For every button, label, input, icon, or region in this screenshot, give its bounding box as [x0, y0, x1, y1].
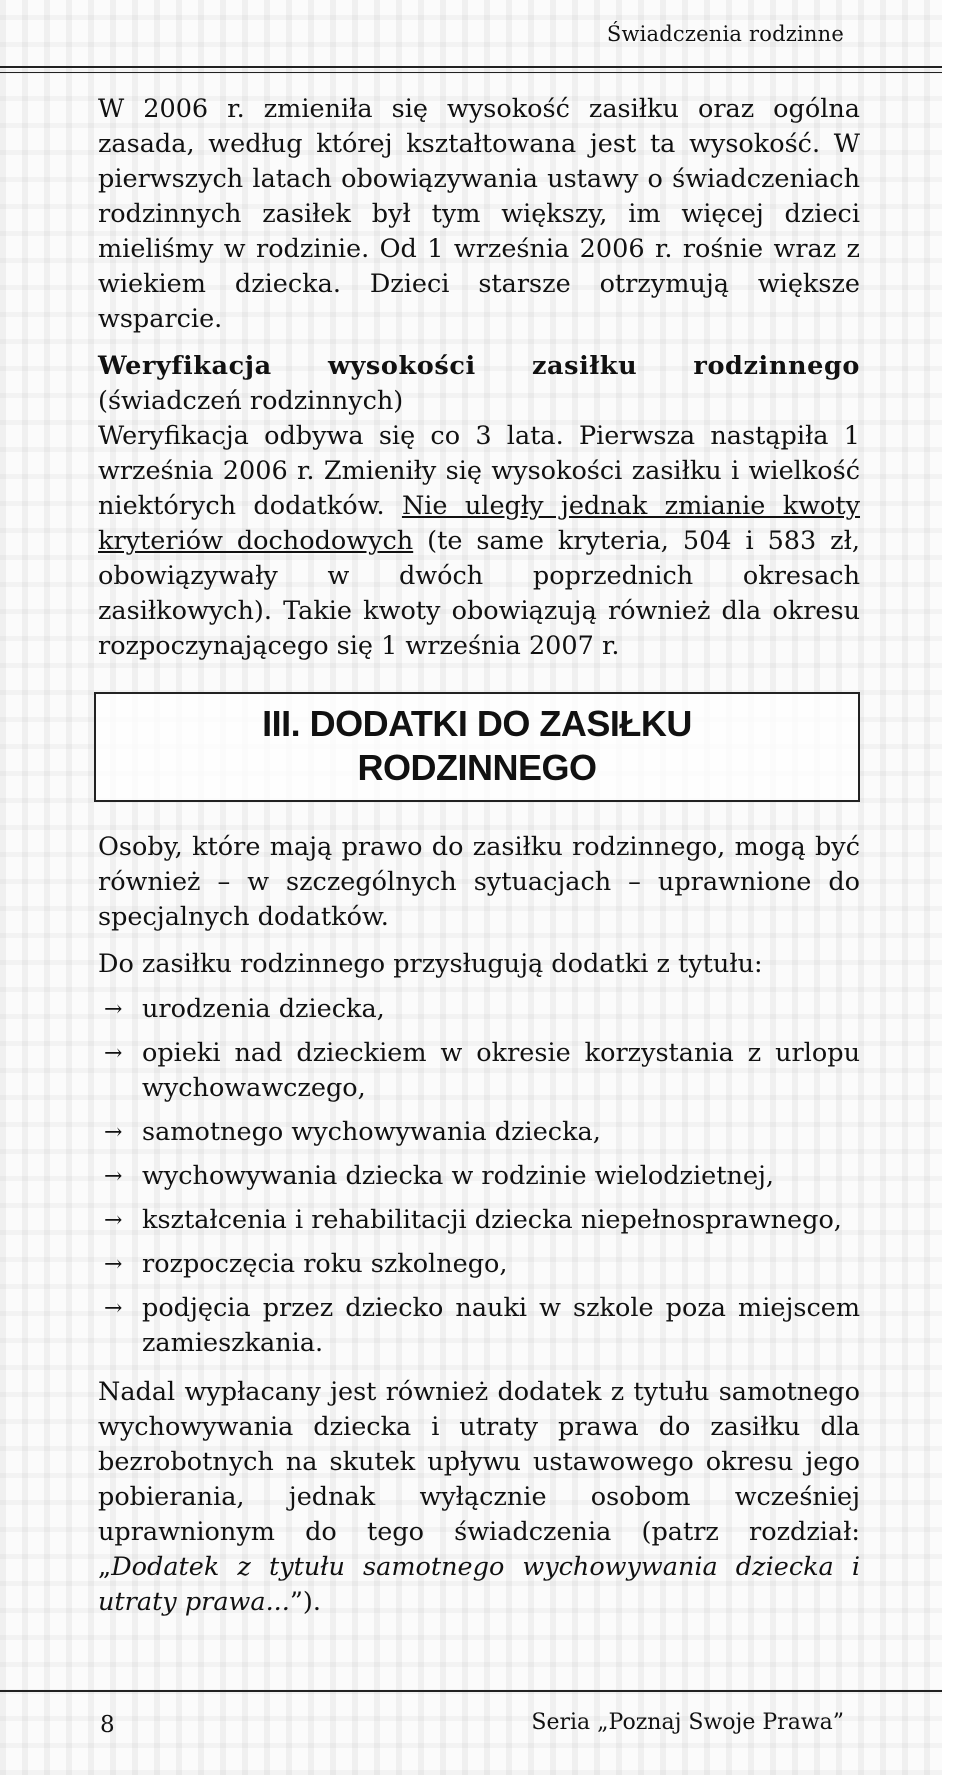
page-number: 8	[100, 1712, 115, 1738]
final-text-end: ”).	[289, 1587, 321, 1617]
list-item: → opieki nad dzieckiem w okresie korzystania z urlopu wychowawczego,	[104, 1038, 860, 1103]
list-item: → podjęcia przez dziecko nauki w szkole poza miejscem zamieszkania.	[104, 1293, 860, 1358]
list-item: → rozpoczęcia roku szkolnego,	[98, 1247, 860, 1282]
chapter-reference: Dodatek z tytułu samotnego wychowywania dziecka i utraty prawa...	[98, 1552, 860, 1617]
running-header: Świadczenia rodzinne	[606, 22, 844, 46]
verification-heading: Weryfikacja wysokości zasiłku rodzinnego	[98, 351, 860, 381]
arrow-bullet-icon: →	[104, 1296, 123, 1321]
arrow-bullet-icon: →	[104, 1120, 123, 1145]
header-rule	[0, 66, 942, 68]
verification-underlined-text: Nie uległy jednak zmianie kwoty kryteriów dochodowych	[98, 491, 860, 556]
arrow-bullet-icon: →	[104, 1164, 123, 1189]
intro-paragraph: W 2006 r. zmieniła się wysokość zasiłku oraz ogólna zasada, według której kształtowana jest ta wysokość. W pierwszych latach obowiązywania ustawy o świadczeniach rodzinnych zasiłek był tym większy, im więcej dzieci mieliśmy w rodzinie. Od 1 września 2006 r. rośnie wraz z wiekiem dziecka. Dzieci starsze otrzymują większe wsparcie.	[98, 94, 860, 334]
verification-text-start: Weryfikacja odbywa się co 3 lata. Pierwsza nastąpiła 1 września 2006 r. Zmieniły się wysokości zasiłku i wielkość niektórych dodatków.	[98, 421, 860, 521]
page-edge	[942, 0, 960, 1775]
arrow-bullet-icon: →	[104, 1208, 123, 1233]
list-item: → samotnego wychowywania dziecka,	[98, 1115, 860, 1150]
verification-paragraph	[98, 419, 860, 664]
list-item: → wychowywania dziecka w rodzinie wielodzietnej,	[98, 1159, 860, 1194]
verification-heading-suffix: (świadczeń rodzinnych)	[98, 386, 404, 416]
list-item: → urodzenia dziecka,	[98, 992, 860, 1027]
footer-rule	[0, 1690, 958, 1692]
section-title-line-2: RODZINNEGO	[357, 747, 597, 788]
verification-heading-block	[98, 349, 860, 384]
page-content	[98, 92, 860, 1620]
series-name: Seria „Poznaj Swoje Prawa”	[531, 1710, 844, 1735]
final-paragraph	[98, 1375, 860, 1620]
allowance-list	[98, 992, 860, 1361]
final-text-start: Nadal wypłacany jest również dodatek z tytułu samotnego wychowywania dziecka i utraty prawa do zasiłku dla bezrobotnych na skutek upływu ustawowego okresu jego pobierania, jednak wyłącznie osobom wcześniej uprawnionym do tego świadczenia (patrz rozdział: „	[98, 1377, 860, 1582]
section-title-line-1: III. DODATKI DO ZASIŁKU	[262, 703, 692, 744]
list-item: → kształcenia i rehabilitacji dziecka niepełnosprawnego,	[98, 1203, 860, 1238]
arrow-bullet-icon: →	[104, 1041, 123, 1066]
section-title-box	[94, 692, 860, 802]
body-paragraph-1: Osoby, które mają prawo do zasiłku rodzinnego, mogą być również – w szczególnych sytuacjach – uprawnione do specjalnych dodatków.	[98, 832, 860, 932]
arrow-bullet-icon: →	[104, 1252, 123, 1277]
list-intro: Do zasiłku rodzinnego przysługują dodatki z tytułu:	[98, 949, 763, 979]
verification-text-end: (te same kryteria, 504 i 583 zł, obowiązywały w dwóch poprzednich okresach zasiłkowych). Takie kwoty obowiązują również dla okresu rozpoczynającego się 1 września 2007 r.	[98, 526, 860, 661]
header-rule-thin	[0, 72, 942, 73]
arrow-bullet-icon: →	[104, 997, 123, 1022]
